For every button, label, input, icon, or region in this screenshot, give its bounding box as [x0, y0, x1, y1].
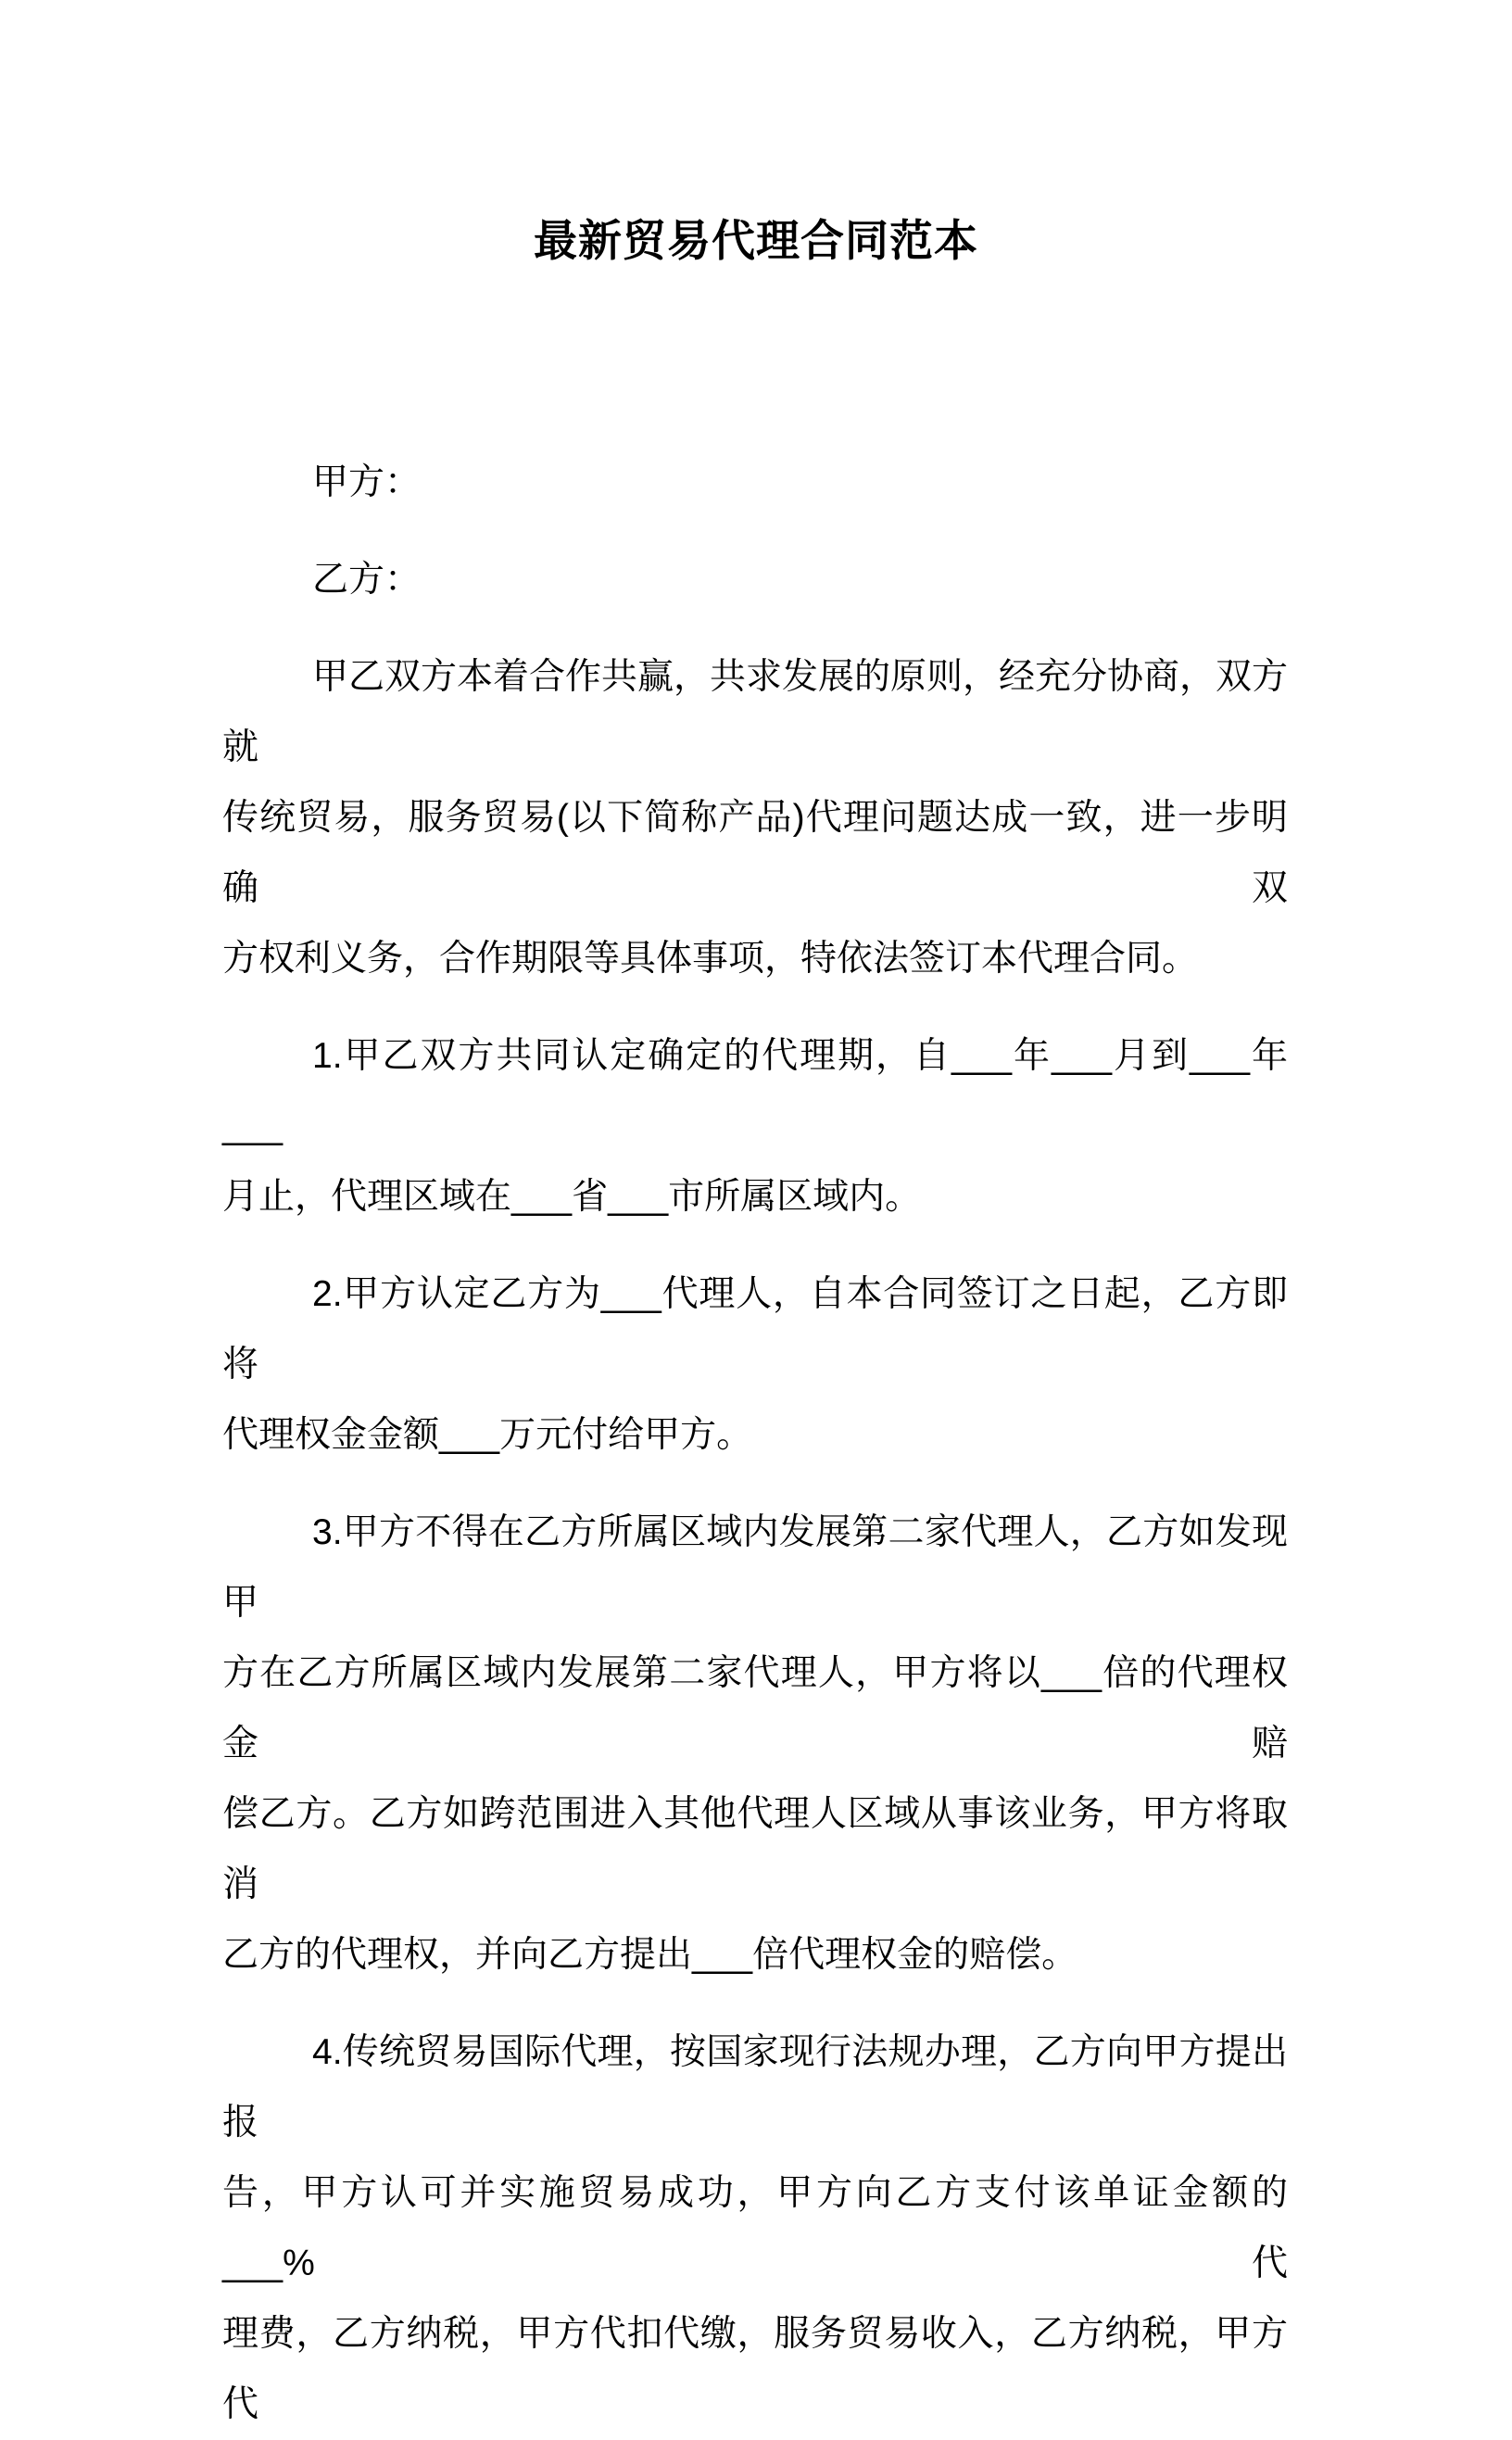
paragraph-clause-4	[222, 2017, 1288, 2440]
document-body	[222, 448, 1288, 2440]
text-line: 方在乙方所属区域内发展第二家代理人，甲方将以___倍的代理权金赔	[222, 1653, 1288, 1764]
text-line: 理费，乙方纳税，甲方代扣代缴，服务贸易收入，乙方纳税，甲方代	[222, 2314, 1288, 2424]
text-line: 4.传统贸易国际代理，按国家现行法规办理，乙方向甲方提出报	[222, 2032, 1288, 2143]
text-line: 3.甲方不得在乙方所属区域内发展第二家代理人，乙方如发现甲	[222, 1512, 1288, 1623]
paragraph-party-b	[222, 545, 1288, 615]
document-title: 最新贸易代理合同范本	[534, 216, 978, 265]
text-line: 甲乙双方本着合作共赢，共求发展的原则，经充分协商，双方就	[222, 657, 1289, 767]
text-line: 传统贸易，服务贸易(以下简称产品)代理问题达成一致，进一步明确双	[222, 798, 1288, 908]
text-line: 偿乙方。乙方如跨范围进入其他代理人区域从事该业务，甲方将取消	[222, 1794, 1288, 1904]
paragraph-clause-1	[222, 1021, 1288, 1233]
paragraph-clause-3	[222, 1498, 1288, 1991]
text-line: 乙方：	[312, 560, 422, 600]
text-line: 1.甲乙双方共同认定确定的代理期，自___年___月到___年___	[222, 1036, 1288, 1146]
text-line: 方权利义务，合作期限等具体事项，特依法签订本代理合同。	[222, 939, 1199, 979]
text-line: 月止，代理区域在___省___市所属区域内。	[222, 1177, 922, 1217]
text-line: 2.甲方认定乙方为___代理人，自本合同签订之日起，乙方即将	[222, 1274, 1288, 1384]
text-line: 甲方：	[312, 462, 422, 502]
text-line: 告，甲方认可并实施贸易成功，甲方向乙方支付该单证金额的___%代	[222, 2173, 1288, 2283]
paragraph-clause-2	[222, 1259, 1288, 1471]
paragraph-intro	[222, 642, 1288, 994]
text-line: 乙方的代理权，并向乙方提出___倍代理权金的赔偿。	[222, 1935, 1078, 1975]
text-line: 代理权金金额___万元付给甲方。	[222, 1415, 753, 1455]
paragraph-party-a	[222, 448, 1288, 518]
